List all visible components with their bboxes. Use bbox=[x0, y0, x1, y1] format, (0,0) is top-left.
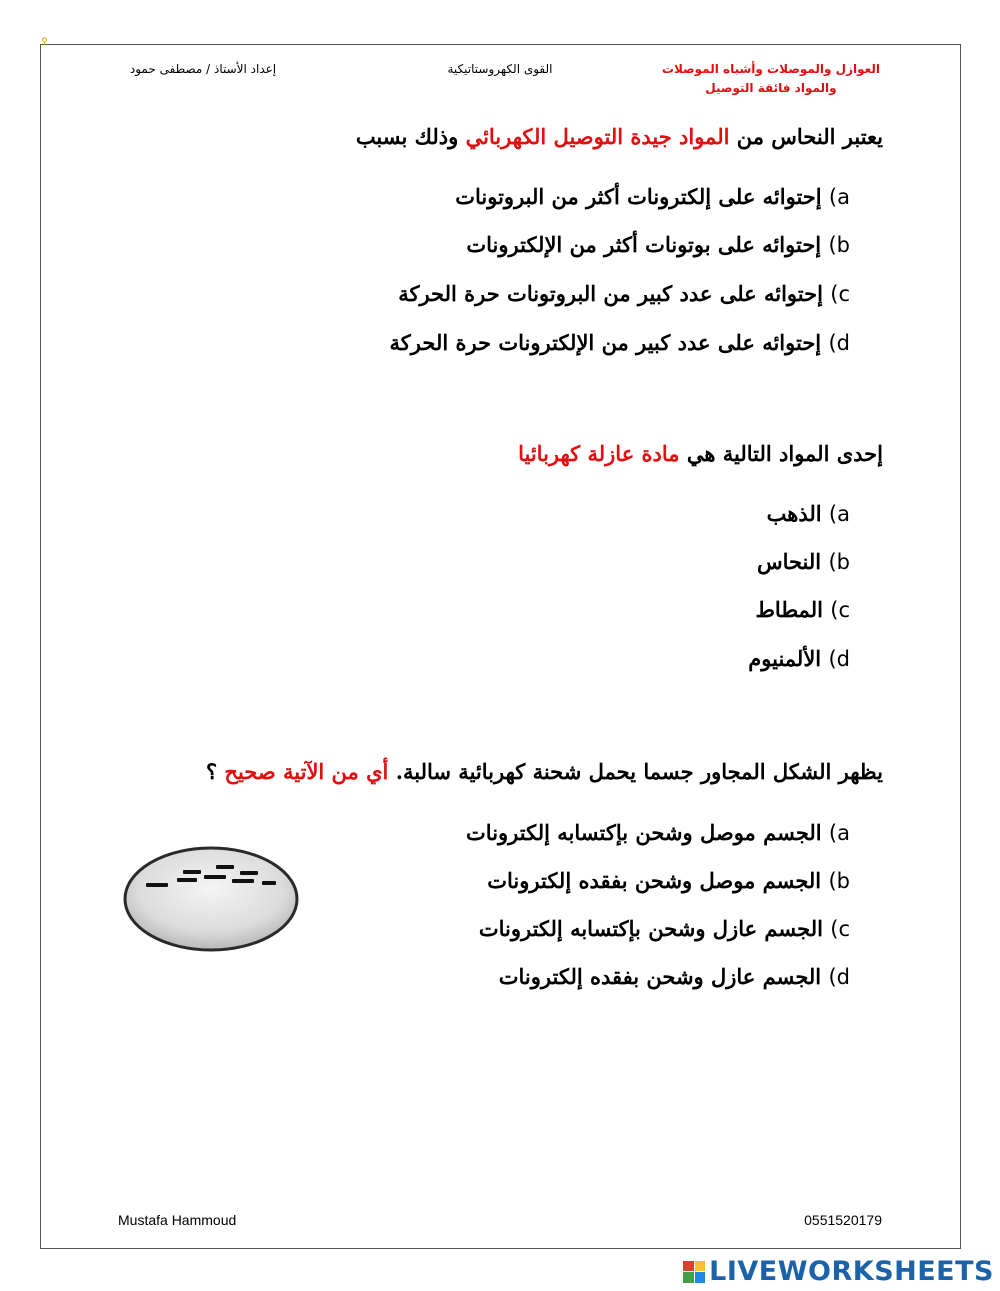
header-title-line2: والمواد فائقة التوصيل bbox=[705, 81, 837, 95]
q2-option-d[interactable]: d) الألمنيوم bbox=[748, 646, 850, 671]
footer-phone: 0551520179 bbox=[804, 1212, 882, 1228]
question-2: إحدى المواد التالية هي مادة عازلة كهربائيا bbox=[518, 441, 883, 466]
q3-option-d[interactable]: d) الجسم عازل وشحن بفقده إلكترونات bbox=[498, 964, 850, 989]
header-subject: القوى الكهروستاتيكية bbox=[447, 62, 553, 76]
footer-name: Mustafa Hammoud bbox=[118, 1212, 237, 1228]
question-3: يظهر الشكل المجاور جسما يحمل شحنة كهربائية سالبة. أي من الآتية صحيح ؟ bbox=[205, 759, 883, 784]
header-title bbox=[662, 60, 880, 98]
q3-option-c[interactable]: c) الجسم عازل وشحن بإكتسابه إلكترونات bbox=[478, 916, 850, 941]
header-author: إعداد الأستاذ / مصطفى حمود bbox=[129, 62, 277, 76]
q2-option-c[interactable]: c) المطاط bbox=[755, 597, 850, 622]
q3-option-b[interactable]: b) الجسم موصل وشحن بفقده إلكترونات bbox=[487, 868, 850, 893]
brand-name: LIVEWORKSHEETS bbox=[709, 1256, 994, 1287]
q3-option-a[interactable]: a) الجسم موصل وشحن بإكتسابه إلكترونات bbox=[466, 820, 850, 845]
q2-option-b[interactable]: b) النحاس bbox=[756, 549, 850, 574]
q2-option-a[interactable]: a) الذهب bbox=[766, 501, 850, 526]
q1-option-d[interactable]: d) إحتوائه على عدد كبير من الإلكترونات حرة الحركة bbox=[389, 330, 850, 355]
liveworksheets-logo-icon bbox=[683, 1261, 705, 1283]
header-title-line1: العوازل والموصلات وأشباه الموصلات bbox=[661, 62, 880, 76]
q1-option-a[interactable]: a) إحتوائه على إلكترونات أكثر من البروتونات bbox=[455, 184, 850, 209]
question-1: يعتبر النحاس من المواد جيدة التوصيل الكهربائي وذلك بسبب bbox=[355, 124, 883, 149]
liveworksheets-brand[interactable] bbox=[683, 1256, 994, 1287]
q1-option-b[interactable]: b) إحتوائه على بوتونات أكثر من الإلكترونات bbox=[466, 232, 850, 257]
q1-option-c[interactable]: c) إحتوائه على عدد كبير من البروتونات حرة الحركة bbox=[398, 281, 850, 306]
charged-ellipse-icon bbox=[122, 845, 300, 953]
corner-pin-icon: ⚲ bbox=[41, 37, 48, 47]
